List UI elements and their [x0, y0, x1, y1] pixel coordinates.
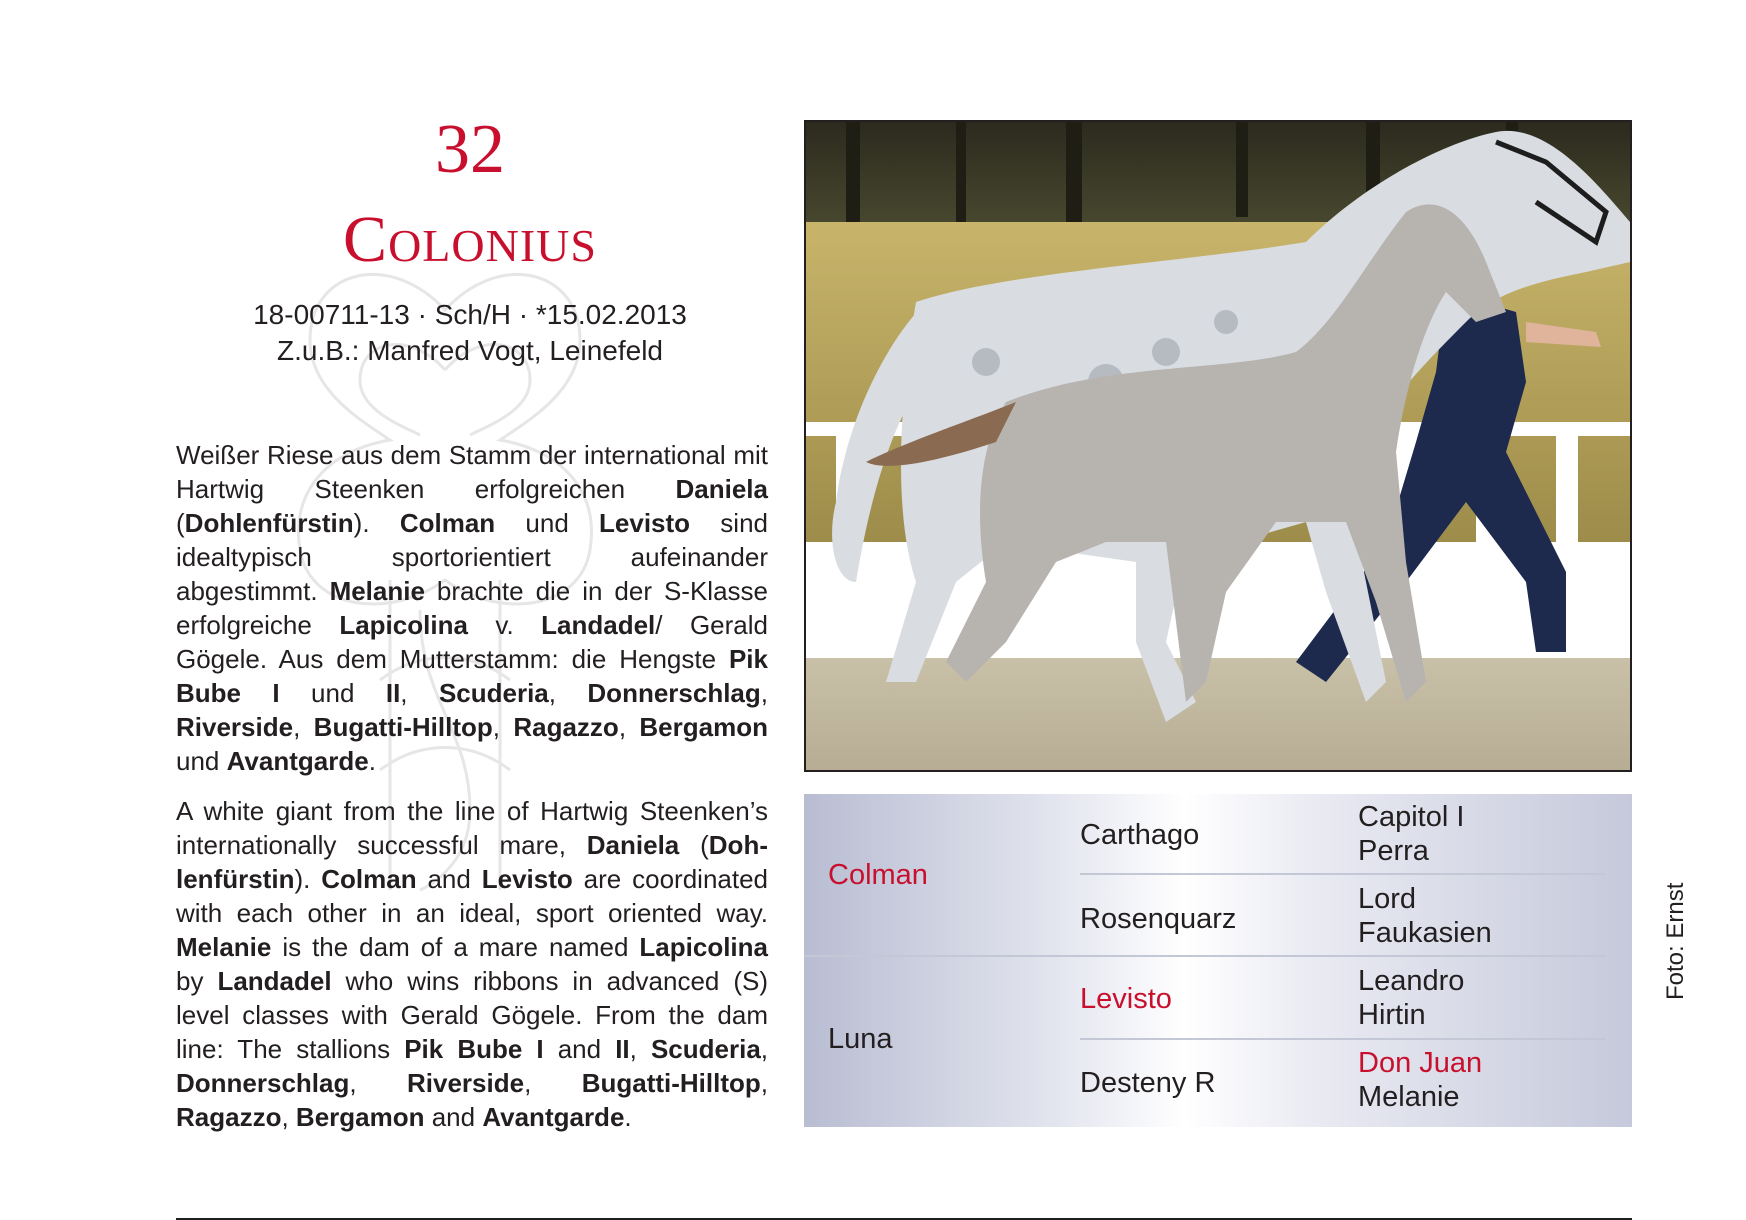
description_de-run: Donnerschlag: [587, 678, 761, 708]
description_en-run: and: [416, 864, 482, 894]
description_en-run: Avantgarde: [482, 1102, 625, 1132]
description_en-run: who wins ribbons in advanced (S) level classes with Gerald Gögele. From the dam line: The stallions: [176, 966, 769, 1064]
description_en-run: Bergamon: [295, 1102, 425, 1132]
description_en-run: Levisto: [481, 864, 573, 894]
pedigree-sire: Colman: [828, 859, 928, 891]
description_de-run: Lapicolina: [339, 610, 468, 640]
registration-line: 18-00711-13 · Sch/H · *15.02.2013: [253, 299, 687, 330]
photo-illustration: [806, 122, 1630, 770]
description_de-run: Levisto: [599, 508, 691, 538]
description_de-run: ,: [548, 678, 588, 708]
description_en-run: II: [615, 1034, 630, 1064]
description_de-run: sind idealtypisch sportorientiert aufeinander abgestimmt.: [176, 508, 769, 606]
description_de-run: Bugatti-Hilltop: [313, 712, 493, 742]
description_en-run: Daniela: [586, 830, 680, 860]
photo-credit: Foto: Ernst: [1662, 882, 1689, 1000]
description_en-run: (: [679, 830, 709, 860]
horse-name: Colonius: [343, 203, 597, 276]
description-german: [176, 438, 768, 778]
description_de-run: ,: [760, 678, 769, 708]
description_de-run: Landadel: [541, 610, 656, 640]
description_de-run: / Gerald Gögele. Aus dem Mutterstamm: die Hengste: [176, 610, 768, 674]
description_de-run: Ragazzo: [513, 712, 619, 742]
description_de-run: ,: [618, 712, 640, 742]
description_en-run: ,: [629, 1034, 651, 1064]
description_de-run: ,: [400, 678, 439, 708]
description_de-run: und: [176, 746, 227, 776]
description_de-run: ,: [492, 712, 514, 742]
description_en-run: Melanie: [176, 932, 272, 962]
lot-number: 32: [435, 111, 505, 188]
description_en-run: Colman: [321, 864, 417, 894]
description_en-run: Donnerschlag: [176, 1068, 350, 1098]
description_en-run: and: [424, 1102, 483, 1132]
description_en-run: Dohlenfürstin: [176, 830, 768, 894]
description_en-run: ).: [294, 864, 322, 894]
pedigree-sire-dam: Rosenquarz: [1080, 903, 1237, 935]
description_en-run: ,: [524, 1068, 582, 1098]
description_en-run: by: [176, 966, 218, 996]
pedigree-g3-1: Capitol I: [1358, 801, 1465, 833]
description_en-run: ,: [760, 1034, 769, 1064]
description_de-run: Colman: [399, 508, 496, 538]
description_en-run: ,: [349, 1068, 407, 1098]
description_de-run: II: [385, 678, 401, 708]
description_de-run: brachte die in der S-Klasse erfolgreiche: [176, 576, 768, 640]
description_de-run: und: [279, 678, 386, 708]
description_de-run: ,: [293, 712, 314, 742]
pedigree-dam: Luna: [828, 1023, 893, 1055]
description_en-run: Pik Bube I: [404, 1034, 544, 1064]
description_en-run: Lapicolina: [639, 932, 768, 962]
description_de-run: v.: [467, 610, 542, 640]
pedigree-divider-main: [804, 955, 1606, 957]
pedigree-g3-3: Lord: [1358, 883, 1417, 915]
pedigree-dam-dam: Desteny R: [1080, 1067, 1216, 1099]
description_de-run: ).: [353, 508, 400, 538]
description_en-run: Landadel: [217, 966, 332, 996]
description_de-run: Avantgarde: [226, 746, 369, 776]
pedigree-g3-2: Perra: [1358, 835, 1429, 867]
pedigree-g3-4: Faukasien: [1358, 917, 1492, 949]
description_en-run: and: [543, 1034, 616, 1064]
description_en-run: ,: [760, 1068, 769, 1098]
pedigree-table: [804, 794, 1632, 1127]
description_en-run: Scuderia: [650, 1034, 761, 1064]
pedigree-g3-6: Hirtin: [1358, 999, 1426, 1031]
description_de-run: Melanie: [329, 576, 425, 606]
description_en-run: Bugatti-Hilltop: [581, 1068, 761, 1098]
description_en-run: is the dam of a mare named: [271, 932, 640, 962]
description_de-run: Pik Bube I: [176, 644, 768, 708]
description_de-run: Dohlenfürstin: [184, 508, 354, 538]
pedigree-sire-sire: Carthago: [1080, 819, 1200, 851]
description-english: [176, 794, 768, 1134]
description_en-run: are coordinated with each other in an ideal, sport oriented way.: [176, 864, 769, 928]
pedigree-g3-8: Melanie: [1358, 1081, 1460, 1113]
pedigree-g3-5: Leandro: [1358, 965, 1465, 997]
horse-photo: [804, 120, 1632, 772]
description_de-run: (: [176, 508, 185, 538]
description_de-run: und: [495, 508, 600, 538]
description_de-run: Riverside: [176, 712, 294, 742]
pedigree-dam-sire: Levisto: [1080, 983, 1172, 1015]
description_de-run: Daniela: [675, 474, 768, 504]
description_de-run: Bergamon: [639, 712, 768, 742]
description_de-run: Weißer Riese aus dem Stamm der international mit Hartwig Steenken erfolgreichen: [176, 440, 768, 504]
description_en-run: ,: [281, 1102, 296, 1132]
description_en-run: Riverside: [407, 1068, 525, 1098]
description_en-run: Ragazzo: [176, 1102, 282, 1132]
pedigree-divider-2: [1080, 1038, 1606, 1040]
description_de-run: Scuderia: [438, 678, 549, 708]
description_en-run: .: [624, 1102, 632, 1132]
description_en-run: A white giant from the line of Hartwig Steenken’s internationally successful mare,: [176, 796, 768, 860]
breeder-line: Z.u.B.: Manfred Vogt, Leinefeld: [276, 335, 663, 366]
description_de-run: .: [368, 746, 376, 776]
pedigree-g3-7: Don Juan: [1358, 1047, 1483, 1079]
